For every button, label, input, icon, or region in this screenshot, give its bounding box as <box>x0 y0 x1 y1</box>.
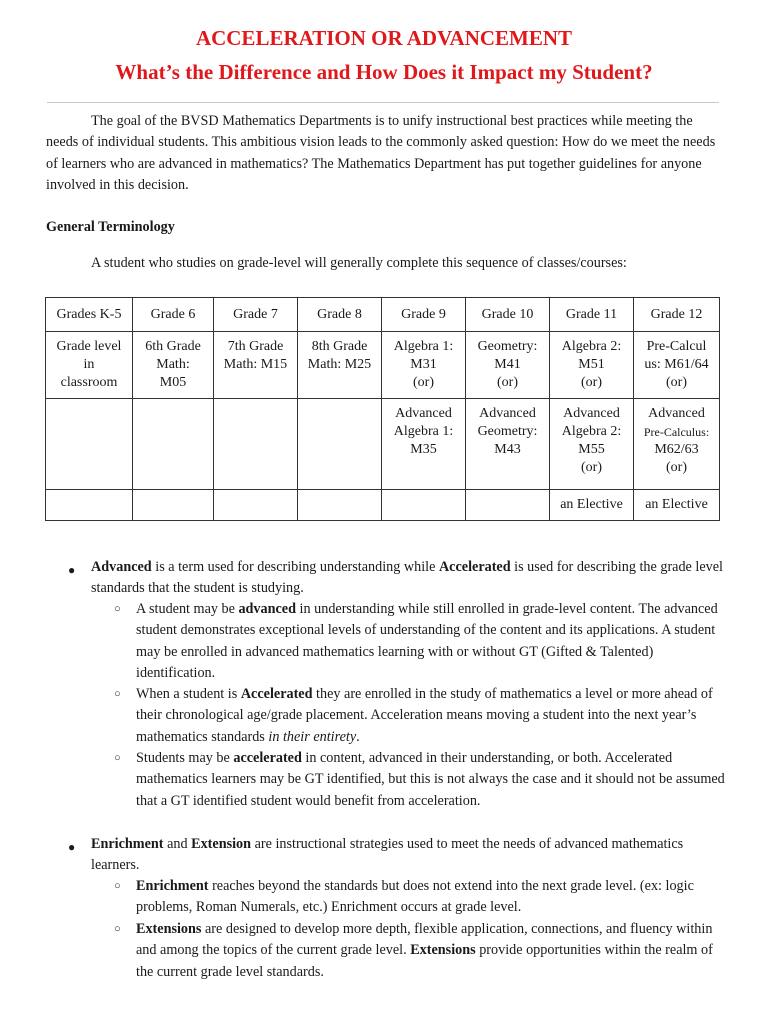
table-header-row <box>46 298 720 332</box>
table-cell <box>382 490 466 521</box>
intro-paragraph: The goal of the BVSD Mathematics Departments is to unify instructional best practices while meeting the needs of individual students. This ambitious vision leads to the commonly asked question: How do we meet the needs of learners who are advanced in mathematics? The Mathematics Department has put together guidelines for anyone involved in this decision. <box>46 113 716 194</box>
table-cell: 8th Grade Math: M25 <box>298 332 382 399</box>
sub-bullet-enrichment: Enrichment reaches beyond the standards but does not extend into the next grade level. (ex: logic problems, Roman Numerals, etc.) Enrichment occurs at grade level. <box>136 878 694 916</box>
bullet-icon: ● <box>68 840 76 854</box>
section-heading: General Terminology <box>46 219 175 235</box>
table-cell <box>133 490 214 521</box>
sub-bullet-extensions: Extensions are designed to develop more depth, flexible application, connections, and fluency within and among the topics of the current grade level. Extensions provide opportunities within the realm of the current grade level standards. <box>136 921 713 980</box>
sub-bullet-icon: ○ <box>114 603 121 615</box>
table-header-cell: Grade 11 <box>550 298 634 332</box>
table-cell <box>46 490 133 521</box>
table-cell: Grade level in classroom <box>46 332 133 399</box>
divider <box>47 102 719 103</box>
table-cell: an Elective <box>634 490 720 521</box>
table-header-cell: Grade 10 <box>466 298 550 332</box>
page-subtitle: What’s the Difference and How Does it Impact my Student? <box>115 60 653 84</box>
table-header-cell: Grade 9 <box>382 298 466 332</box>
table-cell: Algebra 2: M51 (or) <box>550 332 634 399</box>
page-title: ACCELERATION OR ADVANCEMENT <box>195 26 573 50</box>
table-row <box>46 399 720 490</box>
course-sequence-table <box>45 297 720 521</box>
table-cell: 7th Grade Math: M15 <box>214 332 298 399</box>
bullet-advanced-accelerated: Advanced is a term used for describing understanding while Accelerated is used for describing the grade level standards that the student is studying. <box>91 559 723 597</box>
sub-bullet-icon: ○ <box>114 752 121 764</box>
table-cell: Advanced Pre-Calculus: M62/63 (or) <box>634 399 720 490</box>
table-cell <box>133 399 214 490</box>
sub-bullet-accelerated: When a student is Accelerated they are enrolled in the study of mathematics a level or more ahead of their chronological age/grade placement. Acceleration means moving a student into the next year’s mathematics standards in their entirety. <box>136 686 713 745</box>
table-cell <box>298 490 382 521</box>
table-header-cell: Grade 7 <box>214 298 298 332</box>
sub-bullet-icon: ○ <box>114 688 121 700</box>
table-cell <box>214 399 298 490</box>
table-header-cell: Grade 6 <box>133 298 214 332</box>
table-cell: Geometry: M41 (or) <box>466 332 550 399</box>
table-cell: Pre-Calcul us: M61/64 (or) <box>634 332 720 399</box>
table-header-cell: Grade 12 <box>634 298 720 332</box>
table-row <box>46 490 720 521</box>
bullet-enrichment-extension: Enrichment and Extension are instructional strategies used to meet the needs of advanced mathematics learners. <box>91 836 684 874</box>
table-header-cell: Grades K-5 <box>46 298 133 332</box>
table-cell: Advanced Algebra 2: M55 (or) <box>550 399 634 490</box>
bullet-icon: ● <box>68 563 76 577</box>
sub-bullet-icon: ○ <box>114 880 121 892</box>
table-cell <box>466 490 550 521</box>
table-cell: Advanced Algebra 1: M35 <box>382 399 466 490</box>
table-cell: Algebra 1: M31 (or) <box>382 332 466 399</box>
table-cell <box>214 490 298 521</box>
table-row <box>46 332 720 399</box>
table-cell <box>298 399 382 490</box>
table-header-cell: Grade 8 <box>298 298 382 332</box>
sequence-intro: A student who studies on grade-level will generally complete this sequence of classes/courses: <box>91 255 627 271</box>
table-cell: an Elective <box>550 490 634 521</box>
sub-bullet-icon: ○ <box>114 923 121 935</box>
sub-bullet-advanced: A student may be advanced in understanding while still enrolled in grade-level content. The advanced student demonstrates exceptional levels of understanding of the content and its applications. A student may be enrolled in advanced mathematics learning with or without GT (Gifted & Talented) identification. <box>136 601 718 681</box>
sub-bullet-both: Students may be accelerated in content, advanced in their understanding, or both. Accelerated mathematics learners may be GT identified, but this is not always the case and it should not be assumed that a GT identified student would benefit from acceleration. <box>136 750 725 809</box>
table-cell: 6th Grade Math: M05 <box>133 332 214 399</box>
table-cell: Advanced Geometry: M43 <box>466 399 550 490</box>
table-cell <box>46 399 133 490</box>
